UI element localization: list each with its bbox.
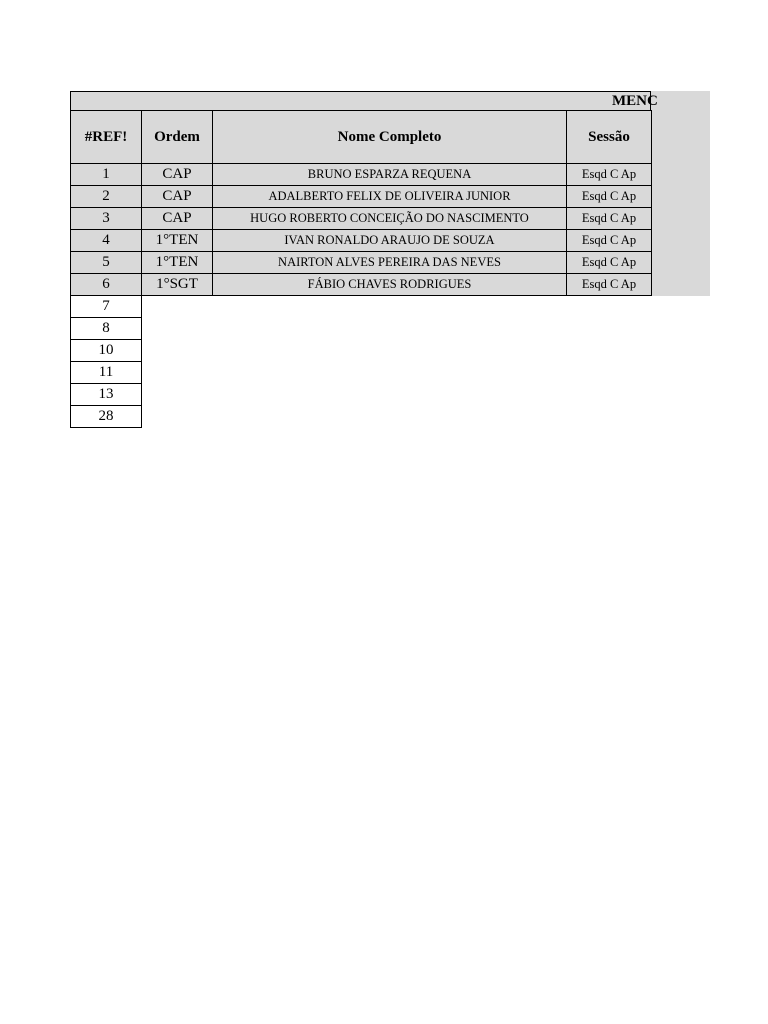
cell-ref[interactable]: 11 [71,362,142,384]
cell-ordem[interactable]: CAP [142,208,213,230]
cell-sessao[interactable]: Esqd C Ap [567,164,652,186]
cell-sessao[interactable]: Esqd C Ap [567,274,652,296]
personnel-table [70,110,652,296]
cell-ordem[interactable]: 1°SGT [142,274,213,296]
cell-ref[interactable]: 6 [71,274,142,296]
cell-ref[interactable]: 3 [71,208,142,230]
header-sessao: Sessão [567,111,652,164]
table-row [71,186,652,208]
cell-sessao[interactable]: Esqd C Ap [567,252,652,274]
cell-ref[interactable]: 28 [71,406,142,428]
cell-nome[interactable]: FÁBIO CHAVES RODRIGUES [213,274,567,296]
list-item [71,340,142,362]
list-item [71,406,142,428]
list-item [71,384,142,406]
cell-ref[interactable]: 1 [71,164,142,186]
cell-nome[interactable]: ADALBERTO FELIX DE OLIVEIRA JUNIOR [213,186,567,208]
header-gray-extension [651,91,710,296]
cell-ref[interactable]: 2 [71,186,142,208]
cell-nome[interactable]: HUGO ROBERTO CONCEIÇÃO DO NASCIMENTO [213,208,567,230]
cell-ref[interactable]: 8 [71,318,142,340]
cell-ordem[interactable]: CAP [142,186,213,208]
table-row [71,252,652,274]
extra-ref-column [70,295,142,428]
title-banner-row [70,91,658,111]
header-ordem: Ordem [142,111,213,164]
header-ref: #REF! [71,111,142,164]
cell-nome[interactable]: BRUNO ESPARZA REQUENA [213,164,567,186]
table-row [71,208,652,230]
cell-sessao[interactable]: Esqd C Ap [567,208,652,230]
cell-ref[interactable]: 7 [71,296,142,318]
list-item [71,318,142,340]
cell-nome[interactable]: IVAN RONALDO ARAUJO DE SOUZA [213,230,567,252]
cell-ref[interactable]: 5 [71,252,142,274]
list-item [71,296,142,318]
cell-nome[interactable]: NAIRTON ALVES PEREIRA DAS NEVES [213,252,567,274]
cell-ordem[interactable]: 1°TEN [142,252,213,274]
table-row [71,274,652,296]
cell-ordem[interactable]: 1°TEN [142,230,213,252]
list-item [71,362,142,384]
banner-title: MENC [612,93,658,109]
cell-ordem[interactable]: CAP [142,164,213,186]
cell-sessao[interactable]: Esqd C Ap [567,230,652,252]
table-row [71,230,652,252]
cell-ref[interactable]: 13 [71,384,142,406]
cell-ref[interactable]: 4 [71,230,142,252]
cell-ref[interactable]: 10 [71,340,142,362]
cell-sessao[interactable]: Esqd C Ap [567,186,652,208]
table-row [71,164,652,186]
header-nome-completo: Nome Completo [213,111,567,164]
header-row [71,111,652,164]
